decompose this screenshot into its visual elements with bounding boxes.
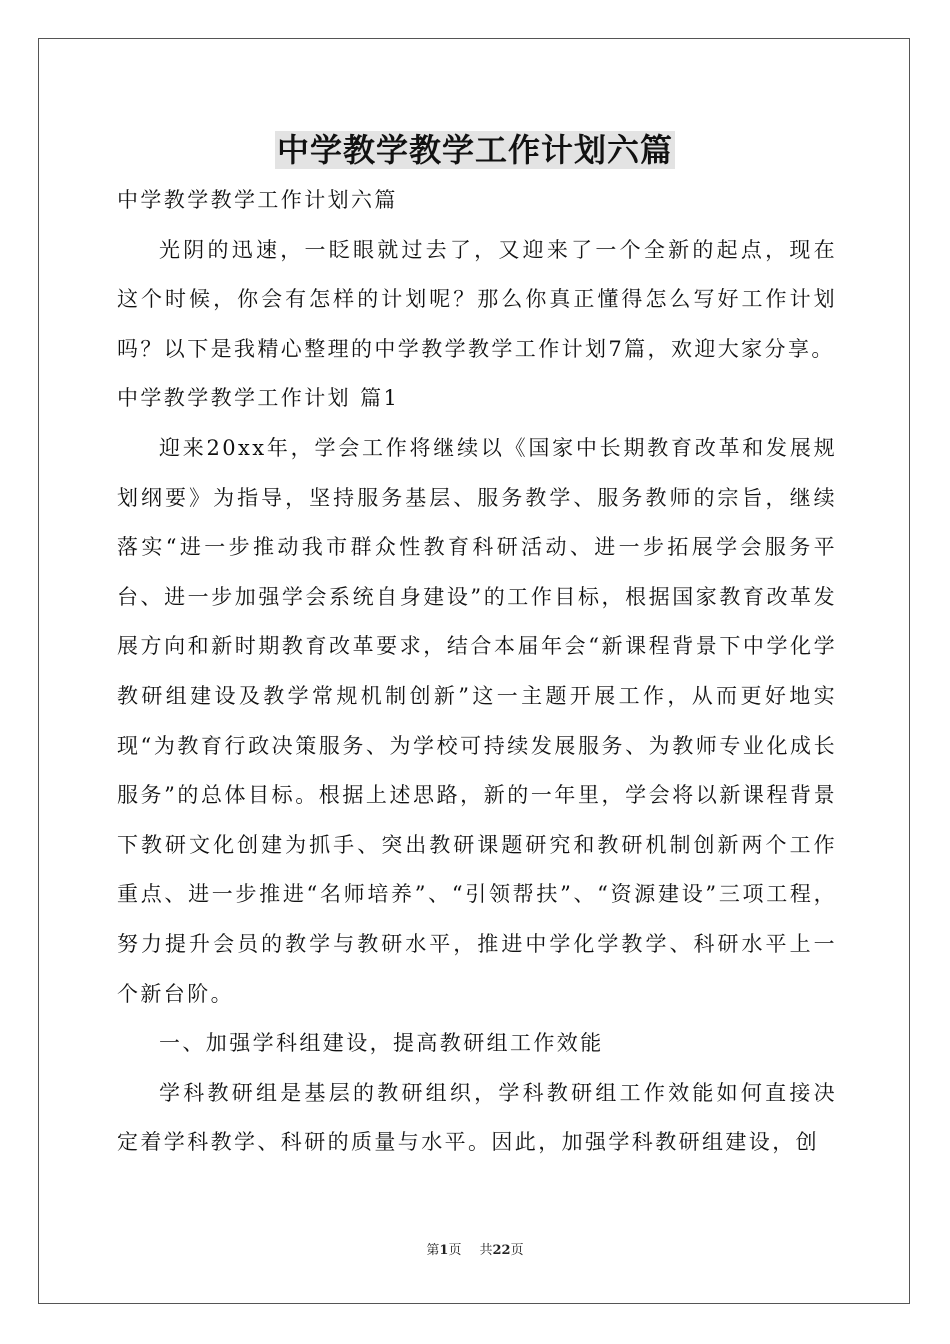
page-footer [0, 1239, 950, 1258]
paragraph-subtitle: 中学教学教学工作计划六篇 [117, 188, 398, 212]
page-suffix: 页 [448, 1243, 462, 1258]
paragraph-body: 迎来20xx年，学会工作将继续以《国家中长期教育改革和发展规划纲要》为指导，坚持服务基层、服务教学、服务教师的宗旨，继续落实“进一步推动我市群众性教育科研活动、进一步拓展学会服务平台、进一步加强学会系统自身建设”的工作目标，根据国家教育改革发展方向和新时期教育改革要求，结合本届年会“新课程背景下中学化学教研组建设及教学常规机制创新”这一主题开展工作，从而更好地实现“为教育行政决策服务、为学校可持续发展服务、为教师专业化成长服务”的总体目标。根据上述思路，新的一年里，学会将以新课程背景下教研文化创建为抓手、突出教研课题研究和教研机制创新两个工作重点、进一步推进“名师培养”、“引领帮扶”、“资源建设”三项工程，努力提升会员的教学与教研水平，推进中学化学教学、科研水平上一个新台阶。 [117, 435, 837, 1006]
section-heading: 中学教学教学工作计划 篇1 [117, 386, 400, 411]
total-suffix: 页 [510, 1243, 524, 1258]
page-prefix: 第 [426, 1243, 440, 1258]
page-current: 1 [439, 1243, 449, 1258]
document-body [117, 176, 837, 1168]
document-title-text: 中学教学教学工作计划六篇 [276, 131, 673, 169]
paragraph-intro: 光阴的迅速，一眨眼就过去了，又迎来了一个全新的起点，现在这个时候，你会有怎样的计划呢？那么你真正懂得怎么写好工作计划吗？以下是我精心整理的中学教学教学工作计划7篇，欢迎大家分享。 [117, 237, 837, 361]
paragraph-body: 学科教研组是基层的教研组织，学科教研组工作效能如何直接决定着学科教学、科研的质量与水平。因此，加强学科教研组建设，创 [117, 1080, 837, 1155]
document-title [0, 128, 950, 172]
total-prefix: 共 [479, 1243, 493, 1258]
subsection-heading: 一、加强学科组建设，提高教研组工作效能 [159, 1031, 604, 1056]
page-total: 22 [492, 1243, 511, 1258]
